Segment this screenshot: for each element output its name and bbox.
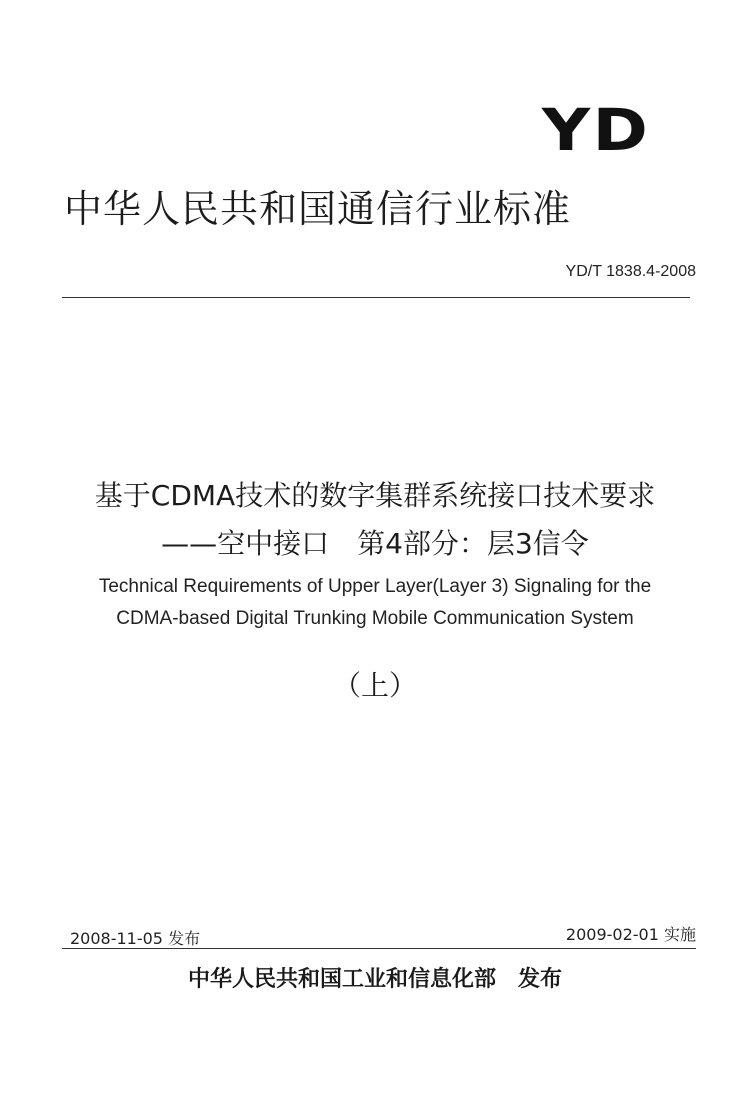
- implementation-date: 2009-02-01 实施: [565, 925, 696, 944]
- issue-date: 2008-11-05 发布: [70, 929, 201, 948]
- title-zh-line2: ——空中接口 第4部分：层3信令: [161, 527, 589, 560]
- organization-name: 中华人民共和国通信行业标准: [64, 187, 572, 231]
- publisher: 中华人民共和国工业和信息化部 发布: [187, 966, 562, 992]
- bottom-divider: [62, 948, 696, 949]
- title-en-line1: Technical Requirements of Upper Layer(Layer 3) Signaling for the: [98, 576, 652, 597]
- volume-label: （上）: [332, 669, 417, 702]
- title-en-line2: CDMA-based Digital Trunking Mobile Communication System: [116, 608, 634, 629]
- title-zh-line1: 基于CDMA技术的数字集群系统接口技术要求: [94, 479, 656, 512]
- yd-logo: YD: [541, 96, 650, 164]
- top-divider: [62, 297, 690, 298]
- standard-number: YD/T 1838.4-2008: [565, 263, 696, 280]
